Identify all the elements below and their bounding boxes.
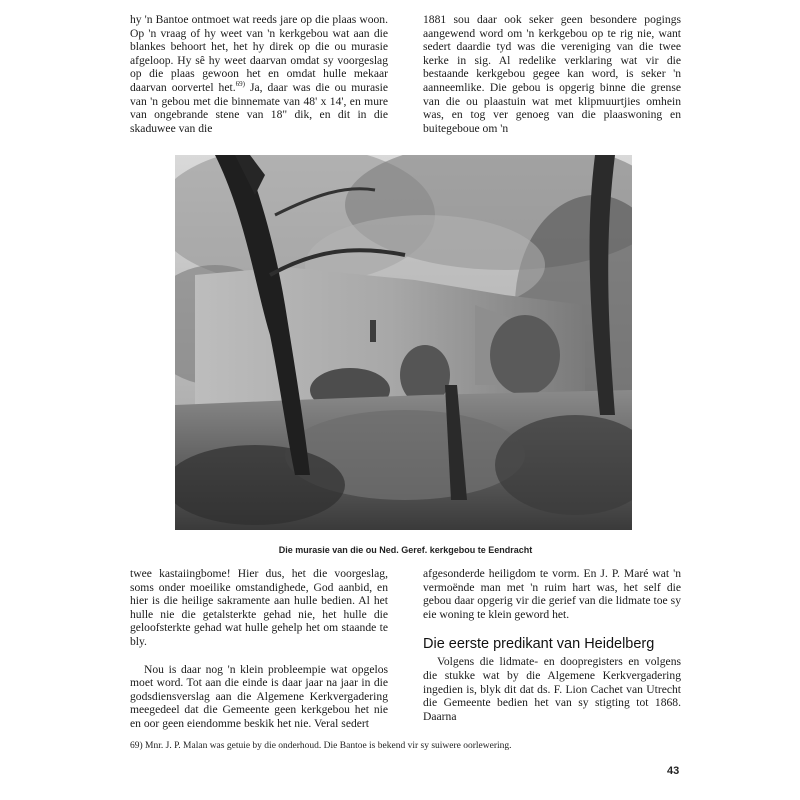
church-ruin-photo bbox=[175, 155, 632, 530]
bottom-right-column bbox=[423, 567, 681, 723]
top-right-paragraph: 1881 sou daar ook seker geen besondere pogings aangewend word om 'n kerkgebou op te rig nie, want sedert daardie tyd was die vereniging van die twee kerke in sig. Al redelike verklaring wat vir die bestaande kerkgebou gegee kan word, is seker 'n aanneemlike. Die gebou is opgerig binne die grense van die ou plaastuin wat met klipmuurtjies omhein was, en tog ver genoeg van die plaaswoning en buitegeboue om 'n bbox=[423, 13, 681, 135]
bottom-left-paragraph-2: Nou is daar nog 'n klein probleempie wat opgelos moet word. Tot aan die einde is daar jaar na jaar in die godsdiensverslag aan die Algemene Kerkvergadering meegedeel dat die Gemeente geen kerkgebou het nie en oor geen eiendomme beskik het nie. Veral sedert bbox=[130, 662, 388, 730]
top-right-column bbox=[423, 13, 681, 135]
photo-caption: Die murasie van die ou Ned. Geref. kerkgebou te Eendracht bbox=[278, 545, 533, 555]
top-left-column bbox=[130, 13, 388, 135]
page-number: 43 bbox=[667, 765, 680, 777]
top-left-paragraph bbox=[130, 13, 388, 135]
top-left-text-a: hy 'n Bantoe ontmoet wat reeds jare op die plaas woon. Op 'n vraag of hy weet van 'n kerkgebou wat aan die blankes behoort het, het hy direk op die ou murasie afgeloop. Hy sê hy weet daarvan omdat sy voorgeslag op die plaas gewoon het en omdat hulle mekaar daarvan oorvertel het. bbox=[130, 13, 388, 94]
church-ruin-illustration bbox=[175, 155, 632, 530]
footnote-ref: 69) bbox=[235, 80, 245, 89]
section-heading: Die eerste predikant van Heidelberg bbox=[423, 636, 655, 653]
bottom-left-paragraph-1: twee kastaiingbome! Hier dus, het die voorgeslag, soms onder moeilike omstandighede, God aanbid, en hier is die heilige sakramente aan hulle bedien. Al het hulle nie die getalsterkte gehad nie, het hulle die geloofsterkte gehad wat hulle gehelp het om staande te bly. bbox=[130, 567, 388, 648]
bottom-right-paragraph-1: afgesonderde heiligdom te vorm. En J. P. Maré wat 'n vermoënde man met 'n ruim hart was, het self die gebou daar opgerig vir die gerief van die lidmate toe sy eie woning te klein geword het. bbox=[423, 567, 681, 621]
footnote: 69) Mnr. J. P. Malan was getuie by die onderhoud. Die Bantoe is bekend vir sy suiwere oorlewering. bbox=[130, 741, 512, 751]
bottom-right-paragraph-2: Volgens die lidmate- en doopregisters en volgens die stukke wat by die Algemene Kerkvergadering ingedien is, blyk dit dat ds. F. Lion Cachet van Utrecht die Gemeente bedien het van sy stigting tot 1868. Daarna bbox=[423, 655, 681, 723]
bottom-left-column bbox=[130, 567, 388, 731]
top-left-text-b: Ja, daar was die ou murasie van 'n gebou met die binnemate van 48' x 14', en mure van ongebrande stene van 18" dik, en dit in die skaduwee van die bbox=[130, 80, 388, 135]
